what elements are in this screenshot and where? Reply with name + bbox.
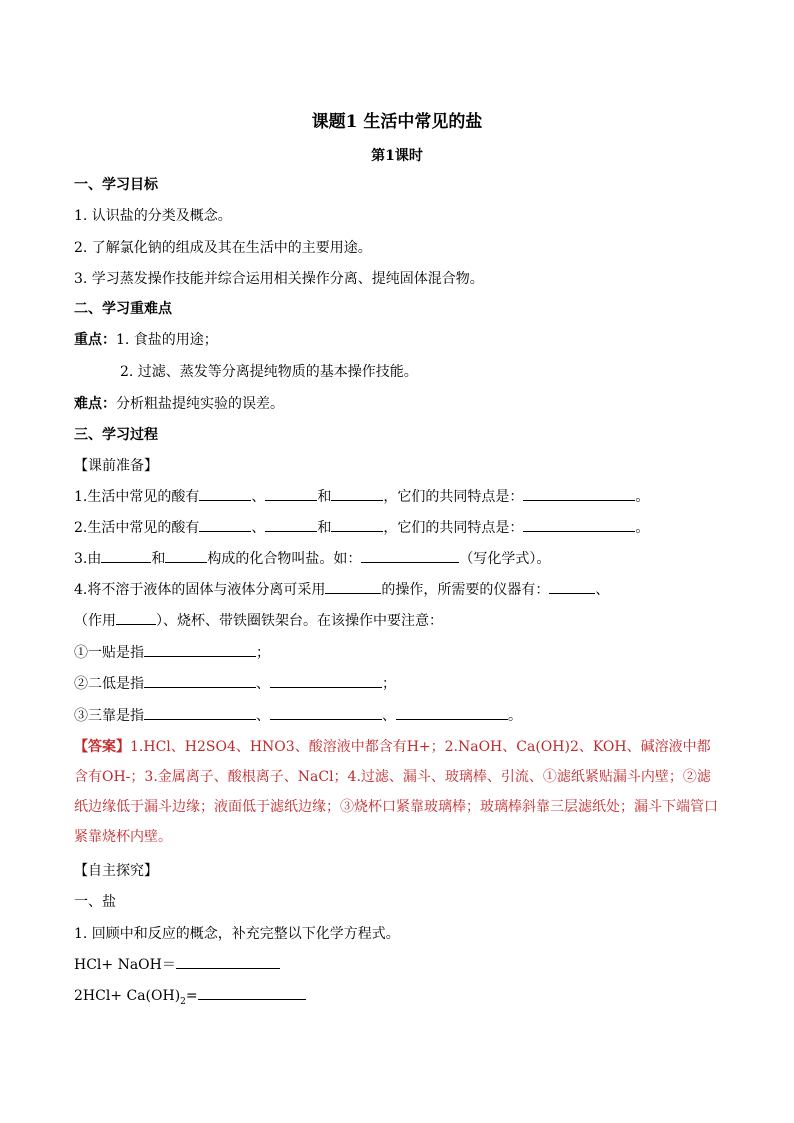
- equation-2-text: 2HCl+ Ca(OH): [74, 988, 181, 1004]
- q2-period: 。: [635, 520, 650, 536]
- key-point-1: 1. 食盐的用途；: [116, 332, 218, 348]
- blank-field[interactable]: [144, 643, 256, 657]
- rule-3-end: 。: [508, 708, 522, 724]
- q4-use-label: （作用: [74, 613, 116, 629]
- q4-sep: 、: [595, 582, 610, 598]
- q4-text-3: ）、烧杯、带铁圈铁架台。在该操作中要注意：: [156, 613, 443, 629]
- answer-label: 【答案】: [74, 739, 130, 755]
- difficulty-line: [74, 394, 714, 414]
- q3-text: 3.由: [74, 551, 102, 567]
- equation-1-text: HCl+ NaOH＝: [74, 957, 176, 973]
- blank-field[interactable]: [523, 518, 635, 532]
- rule-2-sep: 、: [256, 676, 270, 692]
- blank-field[interactable]: [331, 487, 383, 501]
- section-heading-key-points: 二、学习重难点: [74, 301, 172, 317]
- key-point-2: 2. 过滤、蒸发等分离提纯物质的基本操作技能。: [120, 364, 418, 380]
- subscript: 2: [180, 996, 186, 1007]
- rule-3-sep-2: 、: [382, 708, 396, 724]
- answer-block: [74, 732, 719, 852]
- q4-text-2: 的操作，所需要的仪器有：: [381, 582, 550, 598]
- question-4: [74, 580, 720, 600]
- q1-common: ，它们的共同特点是：: [383, 489, 524, 505]
- blank-field[interactable]: [199, 487, 251, 501]
- q3-and: 和: [151, 551, 166, 567]
- goal-item: 1. 认识盐的分类及概念。: [74, 208, 232, 224]
- blank-field[interactable]: [270, 706, 382, 720]
- rule-three-lean: [74, 706, 714, 726]
- q1-text: 1.生活中常见的酸有: [74, 489, 200, 505]
- prep-heading: 【课前准备】: [74, 458, 158, 474]
- rule-two-low: [74, 674, 714, 694]
- blank-field[interactable]: [325, 580, 381, 594]
- rule-3-sep: 、: [256, 708, 270, 724]
- answer-text: 1.HCl、H2SO4、HNO3、酸溶液中都含有H+；2.NaOH、Ca(OH)2、KOH、碱溶液中都含有OH-；3.金属离子、酸根离子、NaCl；4.过滤、漏斗、玻璃棒、引流、①滤纸紧贴漏斗内壁；②滤纸边缘低于漏斗边缘；液面低于滤纸边缘；③烧杯口紧靠玻璃棒；玻璃棒斜靠三层滤纸处；漏斗下端管口紧靠烧杯内壁。: [74, 739, 718, 845]
- rule-1-end: ；: [256, 645, 270, 661]
- q1-period: 。: [635, 489, 650, 505]
- blank-field[interactable]: [331, 518, 383, 532]
- equation-2-equals: =: [185, 988, 198, 1004]
- question-4-continued: [74, 611, 714, 631]
- blank-field[interactable]: [265, 518, 317, 532]
- difficulty-text: 分析粗盐提纯实验的误差。: [116, 396, 284, 412]
- question-3: [74, 549, 714, 569]
- q2-sep: 、: [251, 520, 266, 536]
- section-heading-process: 三、学习过程: [74, 427, 158, 443]
- equation-2: [74, 986, 714, 1012]
- difficulty-label: 难点：: [74, 396, 116, 412]
- page-subtitle: 第1课时: [371, 148, 423, 164]
- blank-field[interactable]: [265, 487, 317, 501]
- goal-item: 2. 了解氯化钠的组成及其在生活中的主要用途。: [74, 240, 372, 256]
- blank-field[interactable]: [523, 487, 635, 501]
- blank-field[interactable]: [101, 549, 151, 563]
- q4-text: 4.将不溶于液体的固体与液体分离可采用: [74, 582, 326, 598]
- equation-1: [74, 955, 714, 975]
- blank-field[interactable]: [199, 518, 251, 532]
- q1-sep: 、: [251, 489, 266, 505]
- q1-and: 和: [317, 489, 332, 505]
- blank-field[interactable]: [198, 986, 306, 1000]
- blank-field[interactable]: [396, 706, 508, 720]
- goal-item: 3. 学习蒸发操作技能并综合运用相关操作分离、提纯固体混合物。: [74, 271, 484, 287]
- rule-1-label: ①一贴是指: [74, 645, 144, 661]
- blank-field[interactable]: [165, 549, 207, 563]
- rule-one-stick: [74, 643, 714, 663]
- q2-common: ，它们的共同特点是：: [383, 520, 524, 536]
- blank-field[interactable]: [116, 611, 156, 625]
- rule-3-label: ③三靠是指: [74, 708, 144, 724]
- question-1: [74, 487, 714, 507]
- q2-text: 2.生活中常见的酸有: [74, 520, 200, 536]
- blank-field[interactable]: [176, 955, 280, 969]
- q2-and: 和: [317, 520, 332, 536]
- salt-heading: 一、盐: [74, 894, 116, 910]
- explore-heading: 【自主探究】: [74, 863, 158, 879]
- section-heading-goals: 一、学习目标: [74, 177, 158, 193]
- blank-field[interactable]: [549, 580, 595, 594]
- key-label: 重点：: [74, 332, 116, 348]
- rule-2-label: ②二低是指: [74, 676, 144, 692]
- explore-item-1: 1. 回顾中和反应的概念，补充完整以下化学方程式。: [74, 926, 400, 942]
- blank-field[interactable]: [270, 674, 382, 688]
- q3-note: （写化学式）。: [459, 551, 551, 567]
- blank-field[interactable]: [144, 674, 256, 688]
- blank-field[interactable]: [144, 706, 256, 720]
- blank-field[interactable]: [361, 549, 459, 563]
- page-title: 课题1 生活中常见的盐: [311, 112, 483, 132]
- key-point-line: [74, 330, 714, 350]
- rule-2-end: ；: [382, 676, 396, 692]
- q3-definition: 构成的化合物叫盐。如：: [207, 551, 362, 567]
- question-2: [74, 518, 714, 538]
